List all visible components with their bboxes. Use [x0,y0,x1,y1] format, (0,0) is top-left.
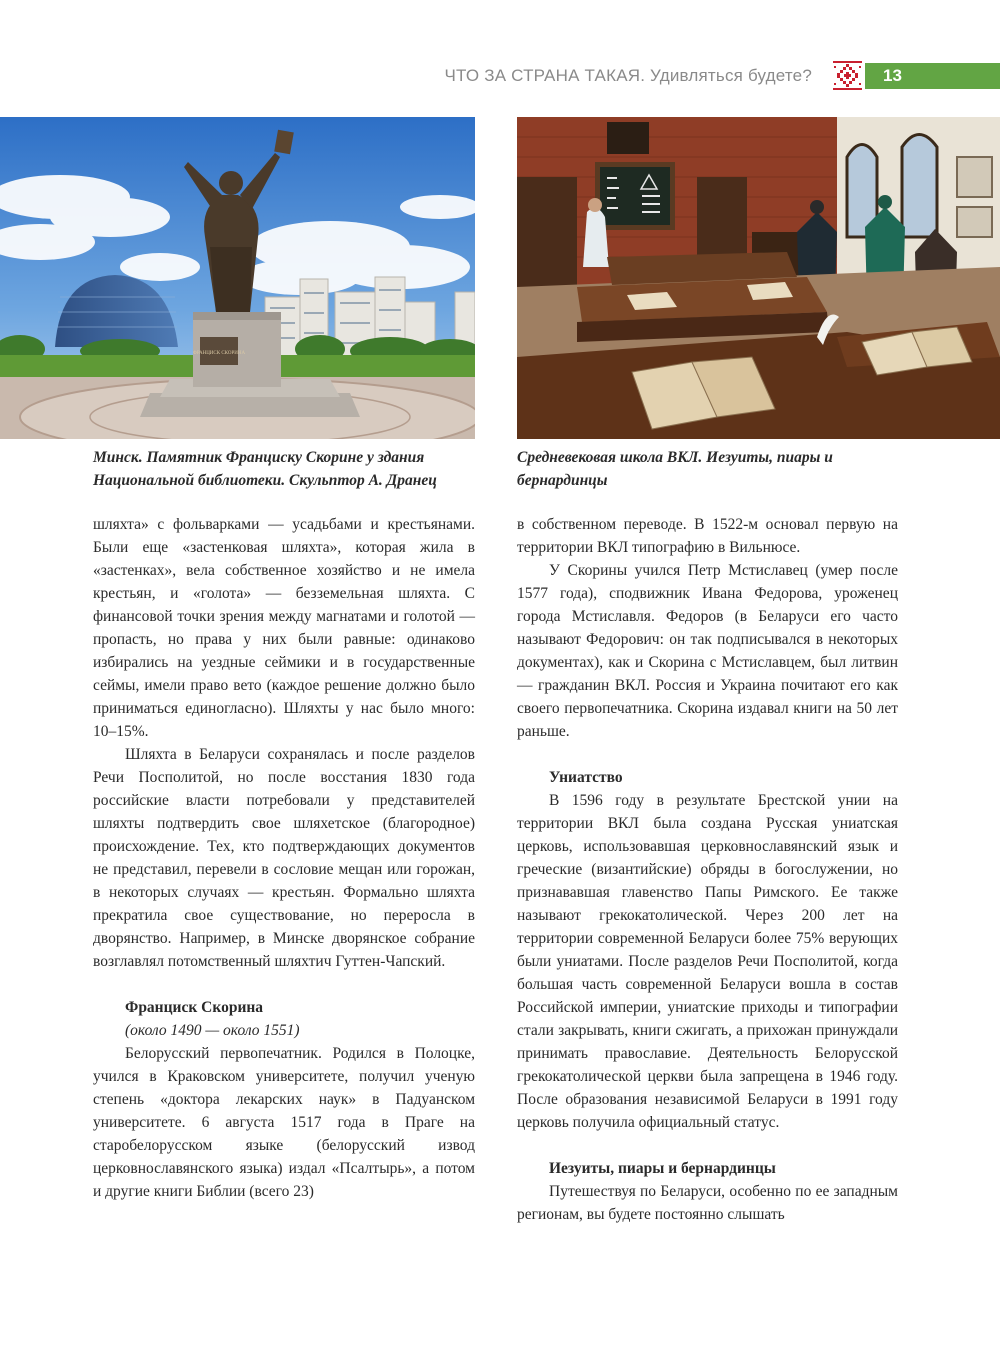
right-paragraph-4: Путешествуя по Беларуси, особенно по ее западным регионам, вы будете постоянно слышать [517,1183,898,1223]
left-paragraph-2: Шляхта в Беларуси сохранялась и после разделов Речи Посполитой, но после восстания 1830 года российские власти потребовали у представителей шляхты подтвердить свое шляхетское (благородное) происхождение. Тех, кто подтверждающих документов не представил, перевели в сословие мещан или горожан, в некоторых случаях — крестьян. Формально шляхта прекратила свое существование, но переросла в дворянство. Например, в Минске дворянское собрание возглавлял потомственный шляхтич Гуттен-Чапский. [93,746,475,970]
skorina-heading: Франциск Скорина [125,999,264,1016]
running-title: ЧТО ЗА СТРАНА ТАКАЯ. Удивляться будете? [444,66,812,85]
right-column [517,513,898,1226]
belarusian-ornament-icon [833,61,862,90]
right-paragraph-1: в собственном переводе. В 1522-м основал первую на территории ВКЛ типографию в Вильнюсе. [517,516,898,556]
skorina-dates: (около 1490 — около 1551) [125,1022,300,1039]
left-paragraph-1: шляхта» с фольварками — усадьбами и крестьянами. Были еще «застенковая шляхта», которая жила в «застенках», вела собственное хозяйство и не имела крестьян, и «голота» — безземельная шляхта. С финансовой точки зрения между магнатами и голотой — пропасть, но права у них были равные: одинаково избирались на уездные сеймики и в государственные сеймы, имели право вето (каждое решение должно было приниматься единогласно). Шляхты у нас было много: 10–15%. [93,516,475,740]
caption-right: Средневековая школа ВКЛ. Иезуиты, пиары и бернардинцы [517,449,833,489]
uniate-heading: Униатство [549,769,623,786]
medieval-school-photo [517,117,1000,439]
right-paragraph-2: У Скорины учился Петр Мстиславец (умер после 1577 года), сподвижник Ивана Федорова, уроженец города Мстиславля. Федоров (в Беларуси его часто называют Федорович: он так подписывался в некоторых документах), как и Скорина с Мстиславцем, был литвин — гражданин ВКЛ. Россия и Украина почитают его как своего первопечатника. Скорина издавал книги на 50 лет раньше. [517,562,898,740]
skorina-monument-photo [0,117,475,439]
caption-left: Минск. Памятник Франциску Скорине у здания Национальной библиотеки. Скульптор А. Дранец [93,449,437,489]
right-paragraph-3: В 1596 году в результате Брестской унии на территории ВКЛ была создана Русская униатская церковь, использовавшая церковнославянский язык и греческие (византийские) обряды в богослужении, но признававшая главенство Папы Римского. Ее также называют грекокатолической. Через 200 лет на территории современной Беларуси более 75% верующих были униатами. После разделов Речи Посполитой, когда большая часть современной Беларуси вошла в состав Российской империи, униатские приходы и типографии стали закрывать, книги сжигать, а прихожан принуждали принимать православие. Деятельность Белорусской грекокатолической церкви была запрещена в 1946 году. После образования независимой Беларуси в 1991 году церковь получила официальный статус. [517,792,898,1131]
page-number: 13 [883,66,902,85]
pedestal-plaque-text: ФРАНЦИСК СКОРИНА [192,351,246,356]
left-paragraph-3: Белорусский первопечатник. Родился в Полоцке, учился в Краковском университете, получил ученую степень «доктора лекарских наук» в Падуанском университете. 6 августа 1517 года в Праге на старобелорусском языке (белорусский извод церковнославянского языка) издал «Псалтырь», а потом и другие книги Библии (всего 23) [93,1045,475,1200]
jesuits-heading: Иезуиты, пиары и бернардинцы [549,1160,776,1177]
left-column [93,513,475,1203]
page-number-tab [865,63,1000,89]
